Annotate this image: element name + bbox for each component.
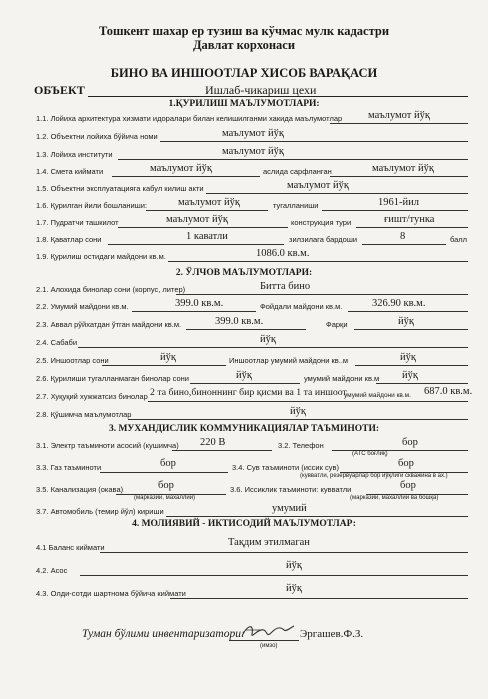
object-label: ОБЪЕКТ: [34, 83, 85, 97]
field-2-4-label: 2.4. Сабаби: [36, 338, 78, 347]
field-1-6-value: маълумот йўқ: [178, 197, 240, 208]
field-2-2-underline: [132, 311, 256, 312]
field-3-3-value: бор: [160, 458, 176, 469]
field-3-1-value2: бор: [402, 437, 418, 448]
field-2-6-underline: [190, 383, 300, 384]
signature-note: (имзо): [260, 643, 278, 649]
field-2-4-value: йўқ: [260, 334, 276, 345]
field-3-3-note: (кувватли, резервуарлар бор йўқлиги скважина в ах.): [300, 473, 448, 479]
field-4-3-label: 4.3. Олди-сотди шартнома бўйича киймати: [36, 589, 186, 598]
field-1-7-value: маълумот йўқ: [166, 214, 228, 225]
field-1-9-label: 1.9. Қурилиш остидаги майдони кв.м.: [36, 252, 166, 261]
field-1-7-value2: ғишт/тунка: [384, 214, 435, 225]
field-1-1-underline: [330, 123, 468, 124]
field-1-4-underline2: [330, 176, 468, 177]
field-2-3-value2: йўқ: [398, 316, 414, 327]
field-2-7-value: 2 та бино,биноннинг бир қисми ва 1 та иншоот: [150, 387, 347, 398]
field-2-3-underline: [186, 329, 306, 330]
field-2-3-value: 399.0 кв.м.: [215, 316, 264, 327]
field-3-7-underline: [166, 516, 468, 517]
field-3-5-value2: бор: [400, 480, 416, 491]
field-1-3-underline: [118, 159, 468, 160]
header-org-line2: Давлат корхонаси: [192, 38, 296, 52]
field-2-2-label: 2.2. Умумий майдони кв.м.: [36, 302, 129, 311]
field-1-8-label: 1.8. Қаватлар сони: [36, 235, 102, 244]
field-2-5-label: 2.5. Иншоотлар сони: [36, 356, 109, 365]
section3-title: 3. МУХАНДИСЛИК КОММУНИКАЦИЯЛАР ТАЪМИНОТИ:: [108, 424, 380, 434]
field-2-1-value: Битта бино: [260, 281, 311, 292]
field-1-3-label: 1.3. Лойиха институти: [36, 150, 113, 159]
field-2-3-label: 2.3. Аввал рўйхатдан ўтган майдони кв.м.: [36, 320, 182, 329]
field-2-5-label2: Иншоотлар умумий майдони кв..м: [229, 356, 349, 365]
field-2-5-underline2: [355, 365, 468, 366]
field-3-7-label: 3.7. Автомобиль (темир йўл) кириши: [36, 507, 164, 516]
field-1-5-underline: [206, 193, 468, 194]
field-3-3-label2: 3.4. Сув таъминоти (иссик сув): [232, 463, 339, 472]
section4-title: 4. МОЛИЯВИЙ - ИКТИСОДИЙ МАЪЛУМОТЛАР:: [132, 519, 356, 529]
field-1-8-value2: 8: [400, 231, 406, 242]
field-1-4-label2: аслида сарфланган: [263, 167, 332, 176]
field-2-1-label: 2.1. Алохида бинолар сони (корпус, литер): [36, 285, 186, 294]
field-1-5-label: 1.5. Объектни эксплуатацияга кабул килиш акти: [36, 184, 204, 193]
field-1-3-value: маълумот йўқ: [222, 146, 284, 157]
field-2-5-underline: [102, 365, 226, 366]
signature-line: [229, 640, 299, 641]
field-1-6-underline: [146, 210, 268, 211]
field-3-5-label: 3.5. Канализация (окава): [36, 485, 124, 494]
signature-label: Туман бўлими инвентаризатори:: [82, 628, 245, 640]
field-1-4-value2: маълумот йўқ: [372, 163, 434, 174]
field-2-2-underline2: [348, 311, 468, 312]
field-2-7-value2: 687.0 кв.м.: [424, 386, 473, 397]
field-2-3-underline2: [354, 329, 468, 330]
field-2-8-value: йўқ: [290, 406, 306, 417]
field-2-6-value2: йўқ: [402, 370, 418, 381]
field-3-1-value: 220 В: [200, 437, 226, 448]
field-2-7-label: 2.7. Хуқуқий хужжатсиз бинолар: [36, 392, 148, 401]
field-1-1-value: маълумот йўқ: [368, 110, 430, 121]
field-2-5-value2: йўқ: [400, 352, 416, 363]
header-org-line1: Тошкент шахар ер тузиш ва кўчмас мулк кадастри: [98, 24, 390, 38]
field-1-8-label2: зилзилага бардоши: [289, 235, 358, 244]
field-1-5-value: маълумот йўқ: [287, 180, 349, 191]
field-1-4-underline: [112, 176, 260, 177]
field-1-6-underline2: [322, 210, 468, 211]
field-4-2-label: 4.2. Асос: [36, 566, 68, 575]
field-1-2-label: 1.2. Объектни лойиха бўйича номи: [36, 132, 158, 141]
field-1-9-underline: [168, 261, 468, 262]
document-title: БИНО ВА ИНШООТЛАР ХИСОБ ВАРАҚАСИ: [110, 66, 378, 80]
field-1-6-label2: тугалланиши: [273, 201, 319, 210]
field-4-1-underline: [100, 552, 468, 553]
field-1-2-underline: [160, 141, 468, 142]
field-1-1-label: 1.1. Лойиха архитектура хизмати идоралари билан келишилганми хакида маълумотлар: [36, 114, 343, 123]
field-3-5-note2: (марказий, махаллий ва бошқа): [350, 495, 439, 501]
field-2-5-value: йўқ: [160, 352, 176, 363]
field-2-2-value2: 326.90 кв.м.: [372, 298, 426, 309]
field-2-6-label: 2.6. Қурилиши тугалланмаган бинолар сони: [36, 374, 189, 383]
field-1-7-label: 1.7. Пудратчи ташкилот: [36, 218, 119, 227]
field-2-6-value: йўқ: [236, 370, 252, 381]
field-2-1-underline: [176, 294, 468, 295]
field-3-1-note: (АТС боғлиқ): [352, 451, 388, 457]
handwritten-signature: [238, 620, 298, 642]
field-2-6-label2: умумий майдони кв.м: [304, 374, 380, 383]
field-3-3-value2: бор: [398, 458, 414, 469]
field-4-1-label: 4.1 Баланс киймати: [36, 543, 105, 552]
object-value: Ишлаб-чикариш цехи: [205, 83, 317, 97]
field-1-8-suffix: балл: [450, 235, 468, 244]
field-1-8-underline2: [362, 244, 446, 245]
field-3-7-value: умумий: [272, 503, 307, 514]
field-1-9-value: 1086.0 кв.м.: [256, 248, 310, 259]
field-3-1-underline: [172, 450, 272, 451]
inventory-officer-name: Эргашев.Ф.З.: [300, 628, 364, 640]
field-2-6-underline2: [376, 383, 468, 384]
field-4-2-value: йўқ: [286, 560, 302, 571]
field-3-1-label2: 3.2. Телефон: [278, 441, 324, 450]
field-2-2-value: 399.0 кв.м.: [175, 298, 224, 309]
section2-title: 2. ЎЛЧОВ МАЪЛУМОТЛАРИ:: [175, 268, 313, 278]
section1-title: 1.ҚУРИЛИШ МАЪЛУМОТЛАРИ:: [168, 99, 320, 109]
field-1-8-underline: [108, 244, 284, 245]
field-2-8-label: 2.8. Қўшимча маълумотлар: [36, 410, 132, 419]
field-4-2-underline: [80, 575, 468, 576]
field-2-8-underline: [128, 419, 468, 420]
field-4-3-value: йўқ: [286, 583, 302, 594]
field-3-5-note: (марказий, махаллий): [134, 495, 196, 501]
field-2-7-label2: умумий майдони кв.м.: [344, 392, 411, 399]
field-3-1-label: 3.1. Электр таъминоти асосий (кушимча): [36, 441, 179, 450]
field-1-4-label: 1.4. Смета киймати: [36, 167, 104, 176]
field-2-3-label2: Фарқи: [326, 320, 348, 329]
field-1-7-label2: конструкция тури: [291, 218, 352, 227]
field-3-3-underline: [100, 472, 228, 473]
object-underline: [88, 96, 468, 97]
field-3-5-label2: 3.6. Иссиклик таъминоти: кувватли: [230, 485, 352, 494]
field-1-6-label: 1.6. Қурилган йили бошланиши:: [36, 201, 148, 210]
field-2-2-label2: Фойдали майдони кв.м.: [260, 302, 343, 311]
field-3-5-value: бор: [158, 480, 174, 491]
field-4-1-value: Тақдим этилмаган: [228, 537, 310, 548]
field-1-2-value: маълумот йўқ: [222, 128, 284, 139]
field-3-3-label: 3.3. Газ таъминоти: [36, 463, 102, 472]
field-1-4-value: маълумот йўқ: [150, 163, 212, 174]
field-1-6-value2: 1961-йил: [378, 197, 419, 208]
field-1-7-underline2: [356, 227, 468, 228]
field-1-8-value: 1 каватли: [186, 231, 228, 242]
field-1-7-underline: [118, 227, 288, 228]
field-2-4-underline: [78, 347, 468, 348]
field-2-7-underline: [148, 401, 468, 402]
field-4-3-underline: [170, 598, 468, 599]
